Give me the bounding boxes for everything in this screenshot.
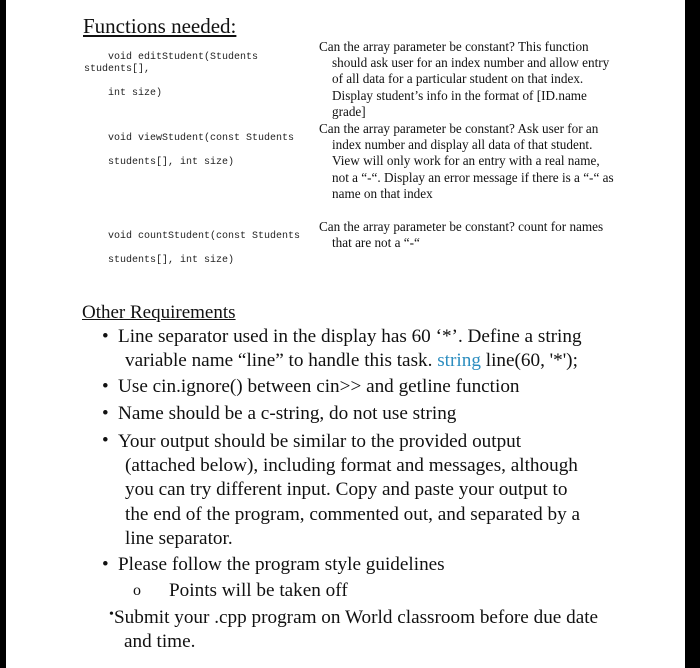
- bullet-icon: •: [102, 554, 109, 575]
- requirements-heading: Other Requirements: [82, 302, 236, 323]
- signature-line: void editStudent(Students students[],: [84, 52, 265, 75]
- requirement-text: Line separator used in the display has 60 ‘*’. Define a string: [118, 326, 582, 347]
- description-line: Can the array parameter be constant? count for names: [319, 219, 604, 234]
- bullet-icon: •: [102, 430, 109, 451]
- requirement-text: Your output should be similar to the provided output: [118, 431, 522, 452]
- description-line: not a “-“. Display an error message if there is a “-“ as: [332, 169, 614, 185]
- requirement-text: Submit your .cpp program on World classroom before due date: [114, 607, 599, 628]
- requirement-style: Please follow the program style guidelines: [118, 554, 445, 575]
- function-description-edit: [319, 39, 609, 120]
- requirement-text: you can try different input. Copy and paste your output to: [125, 479, 568, 501]
- function-signature-count: [84, 219, 319, 279]
- signature-line: int size): [108, 88, 163, 99]
- requirement-cin-ignore: Use cin.ignore() between cin>> and getline function: [118, 376, 520, 397]
- description-line: of all data for a particular student on that index.: [332, 71, 584, 87]
- requirement-c-string: Name should be a c-string, do not use string: [118, 403, 457, 424]
- requirement-text: variable name “line” to handle this task.: [125, 350, 438, 372]
- requirement-text: line(60, '*');: [480, 350, 578, 372]
- requirement-output: [118, 430, 580, 551]
- requirement-text: the end of the program, commented out, and separated by a: [125, 503, 581, 525]
- function-description-count: [319, 219, 603, 251]
- description-line: that are not a “-“: [332, 235, 420, 251]
- description-line: should ask user for an index number and allow entry: [332, 55, 610, 71]
- bullet-icon: •: [109, 607, 114, 622]
- function-signature-edit: [84, 40, 319, 112]
- requirement-text: and time.: [124, 631, 196, 653]
- circle-bullet-icon: o: [133, 582, 141, 599]
- description-line: index number and display all data of that student.: [332, 137, 593, 153]
- signature-line: void viewStudent(const Students: [108, 133, 295, 144]
- description-line: name on that index: [332, 185, 433, 201]
- requirement-submit: [114, 606, 598, 654]
- function-description-view: [319, 121, 614, 202]
- bullet-icon: •: [102, 403, 109, 424]
- description-line: View will only work for an entry with a real name,: [332, 153, 600, 169]
- requirement-line-separator: [118, 325, 582, 373]
- bullet-icon: •: [102, 376, 109, 397]
- bullet-icon: •: [102, 326, 109, 347]
- signature-line: students[], int size): [108, 157, 235, 168]
- description-line: Display student’s info in the format of [ID.name: [332, 87, 587, 103]
- description-line: Can the array parameter be constant? Ask user for an: [319, 121, 599, 136]
- function-signature-view: [84, 121, 319, 181]
- code-keyword-string: string: [437, 350, 481, 372]
- description-line: grade]: [332, 103, 366, 119]
- description-line: Can the array parameter be constant? This function: [319, 39, 589, 54]
- requirement-points: Points will be taken off: [169, 580, 348, 601]
- document-page: [6, 0, 685, 668]
- requirement-text: line separator.: [125, 527, 233, 549]
- signature-line: void countStudent(const Students: [108, 231, 301, 242]
- functions-heading: Functions needed:: [83, 14, 237, 38]
- signature-line: students[], int size): [108, 255, 235, 266]
- requirement-text: (attached below), including format and messages, although: [125, 455, 578, 477]
